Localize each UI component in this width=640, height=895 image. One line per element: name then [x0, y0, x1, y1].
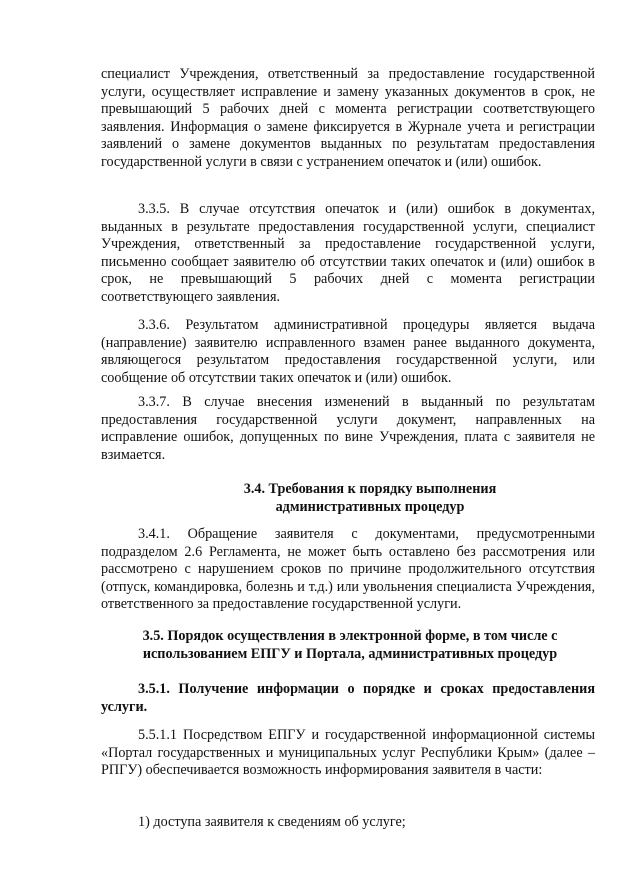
- paragraph-3-3-7: 3.3.7. В случае внесения изменений в выданный по результатам предоставления государственной услуги документ, направленных на исправление ошибок, допущенных по вине Учреждения, плата с заявителя не взимается.: [101, 394, 595, 463]
- list-item-1: 1) доступа заявителя к сведениям об услуге;: [138, 814, 406, 830]
- paragraph-continuation: специалист Учреждения, ответственный за предоставление государственной услуги, осуществляет исправление и замену указанных документов в срок, не превышающий 5 рабочих дней с момента регистрации соответствующего заявления. Информация о замене фиксируется в Журнале учета и регистрации заявлений о замене документов выданных по результатам предоставления государственной услуги в связи с устранением опечаток и (или) ошибок.: [101, 66, 595, 170]
- paragraph-3-3-6: 3.3.6. Результатом административной процедуры является выдача (направление) заявителю исправленного взамен ранее выданного документа, являющегося результатом предоставления государственной услуги, или сообщение об отсутствии таких опечаток и (или) ошибок.: [101, 317, 595, 386]
- heading-3-5: 3.5. Порядок осуществления в электронной форме, в том числе с использованием ЕПГУ и Портала, административных процедур: [142, 628, 558, 662]
- heading-3-4: 3.4. Требования к порядку выполнения административных процедур: [243, 481, 497, 515]
- paragraph-3-4-1: 3.4.1. Обращение заявителя с документами, предусмотренными подразделом 2.6 Регламента, не может быть оставлено без рассмотрения или рассмотрено с нарушением сроков по причине продолжительного отсутствия (отпуск, командировка, болезнь и т.д.) или увольнения специалиста Учреждения, ответственного за предоставление государственной услуги.: [101, 526, 595, 613]
- heading-3-5-1: 3.5.1. Получение информации о порядке и сроках предоставления услуги.: [101, 681, 595, 715]
- paragraph-3-3-5: 3.3.5. В случае отсутствия опечаток и (или) ошибок в документах, выданных в результате предоставления государственной услуги, специалист Учреждения, ответственный за предоставление государственной услуги, письменно сообщает заявителю об отсутствии таких опечаток и (или) ошибок в срок, не превышающий 5 рабочих дней с момента регистрации соответствующего заявления.: [101, 201, 595, 305]
- paragraph-5-5-1-1: 5.5.1.1 Посредством ЕПГУ и государственной информационной системы «Портал государственных и муниципальных услуг Республики Крым» (далее – РПГУ) обеспечивается возможность информирования заявителя в части:: [101, 727, 595, 779]
